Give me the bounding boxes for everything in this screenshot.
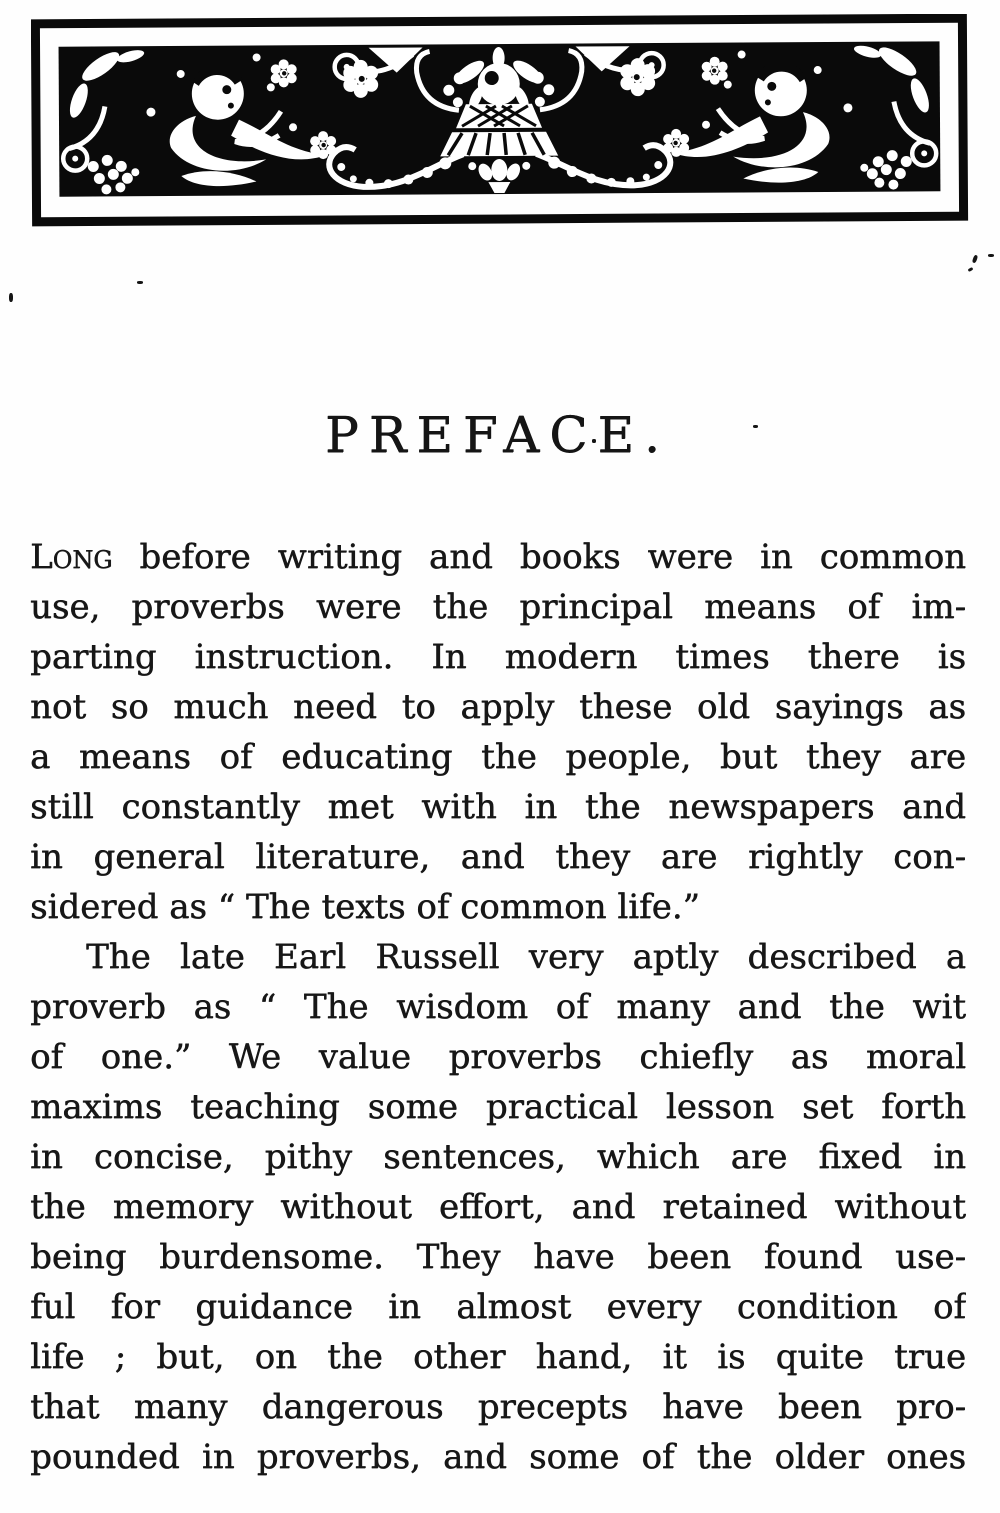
text-line: pounded in proverbs, and some of the older ones — [30, 1437, 966, 1477]
paragraph-2 — [30, 932, 966, 1482]
ink-speck — [968, 267, 974, 272]
text-line: life ; but, on the other hand, it is quite true — [30, 1337, 966, 1377]
text-line: still constantly met with in the newspapers and — [30, 787, 966, 827]
text-line: ful for guidance in almost every condition of — [30, 1287, 966, 1327]
text-line: that many dangerous precepts have been pro- — [30, 1387, 966, 1427]
ink-speck — [972, 255, 978, 264]
page-title: PREFACE. — [325, 406, 670, 464]
text-line: a means of educating the people, but they are — [30, 737, 966, 777]
text-line: in general literature, and they are rightly con- — [30, 837, 966, 877]
text-line: parting instruction. In modern times there is — [30, 637, 966, 677]
text-line: not so much need to apply these old sayings as — [30, 687, 966, 727]
ink-speck — [137, 281, 143, 284]
text-line: Long before writing and books were in common — [30, 537, 966, 577]
text-line: proverb as “ The wisdom of many and the wit — [30, 987, 966, 1027]
text-line: the memory without effort, and retained without — [30, 1187, 966, 1227]
ornamental-headpiece — [31, 14, 969, 228]
text-line: The late Earl Russell very aptly described a — [86, 937, 966, 977]
paragraph-1 — [30, 532, 966, 932]
text-line: in concise, pithy sentences, which are fixed in — [30, 1137, 966, 1177]
text-line: maxims teaching some practical lesson set forth — [30, 1087, 966, 1127]
preface-text — [30, 532, 966, 1482]
ink-speck — [9, 293, 13, 302]
text-line: being burdensome. They have been found use- — [30, 1237, 966, 1277]
text-line: of one.” We value proverbs chiefly as moral — [30, 1037, 966, 1077]
text-line: use, proverbs were the principal means of im- — [30, 587, 966, 627]
lead-word: Long — [30, 537, 113, 577]
ink-speck — [988, 254, 994, 257]
headpiece-engraving-icon — [31, 14, 969, 228]
text-line: sidered as “ The texts of common life.” — [30, 887, 700, 927]
